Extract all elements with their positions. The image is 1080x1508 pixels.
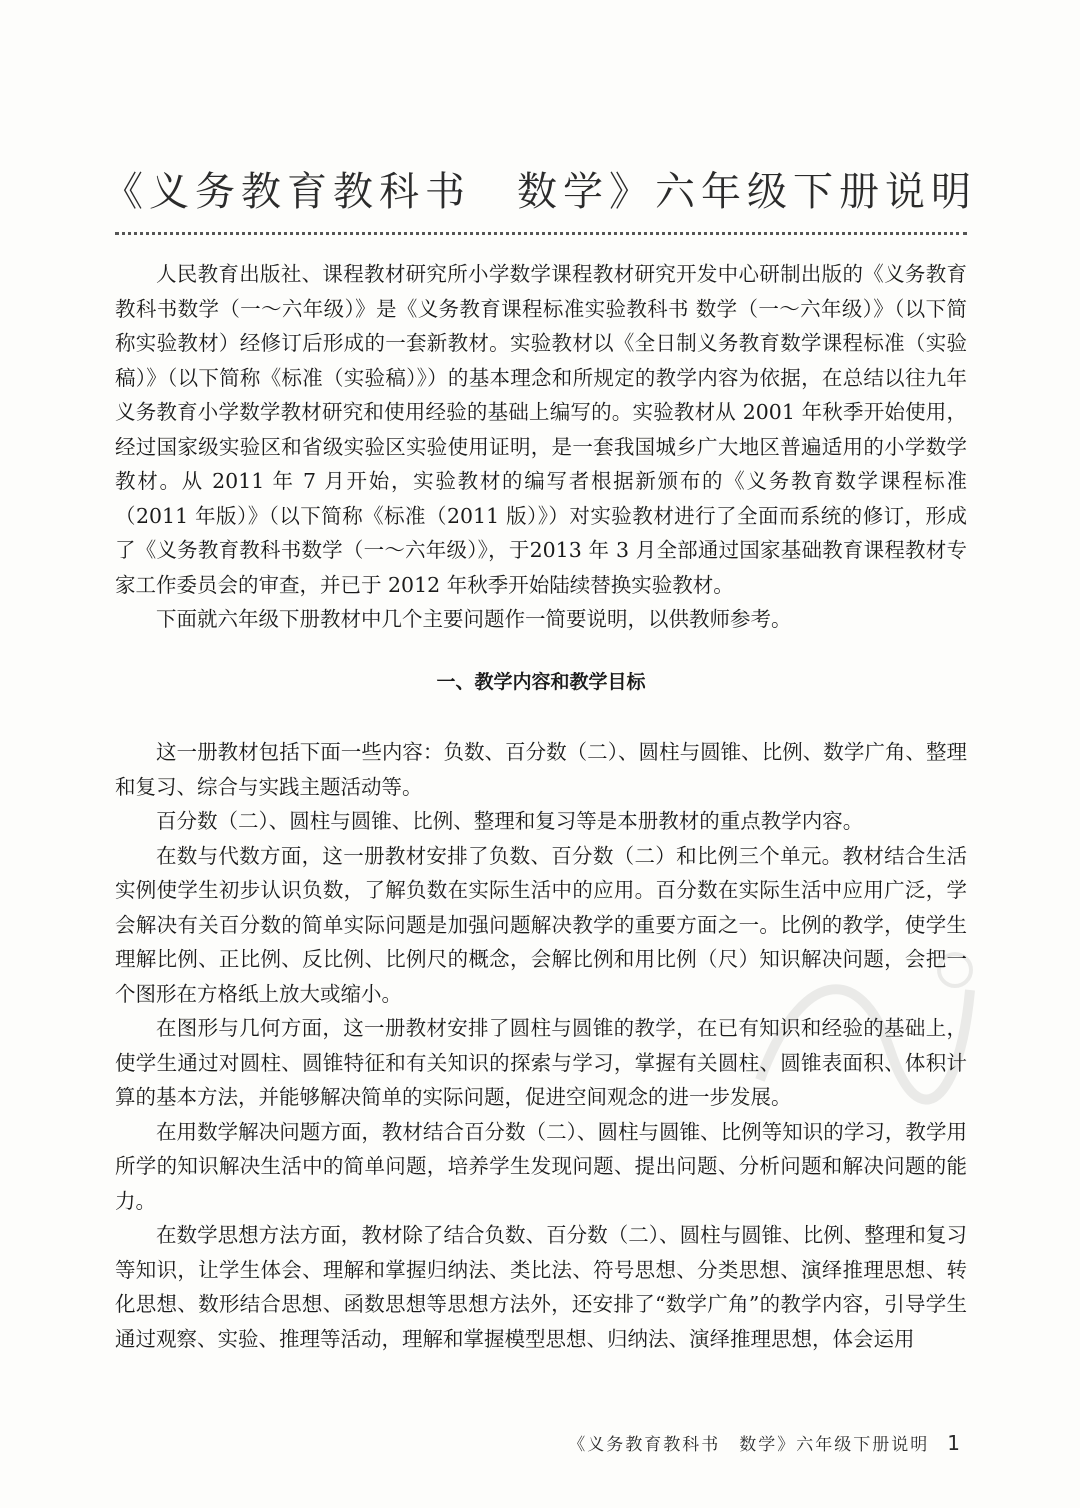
page-number: 1	[947, 1431, 960, 1455]
paragraph: 在数与代数方面，这一册教材安排了负数、百分数（二）和比例三个单元。教材结合生活实例使学生初步认识负数，了解负数在实际生活中的应用。百分数在实际生活中应用广泛，学会解决有关百分数的简单实际问题是加强问题解决教学的重要方面之一。比例的教学，使学生理解比例、正比例、反比例、比例尺的概念，会解比例和用比例（尺）知识解决问题，会把一个图形在方格纸上放大或缩小。	[115, 843, 967, 1006]
paragraph: 人民教育出版社、课程教材研究所小学数学课程教材研究开发中心研制出版的《义务教育教科书数学（一～六年级）》是《义务教育课程标准实验教科书 数学（一～六年级）》（以下简称实验教材）经修订后形成的一套新教材。实验教材以《全日制义务教育数学课程标准（实验稿）》（以下简称《标准（实验稿）》）的基本理念和所规定的教学内容为依据，在总结以往九年义务教育小学数学教材研究和使用经验的基础上编写的。实验教材从 2001 年秋季开始使用，经过国家级实验区和省级实验区实验使用证明，是一套我国城乡广大地区普遍适用的小学数学教材。从 2011 年 7 月开始，实验教材的编写者根据新颁布的《义务教育数学课程标准（2011 年版）》（以下简称《标准（2011 版）》）对实验教材进行了全面而系统的修订，形成了《义务教育教科书数学（一～六年级）》，于2013 年 3 月全部通过国家基础教育课程教材专家工作委员会的审查，并已于 2012 年秋季开始陆续替换实验教材。	[115, 262, 967, 597]
dotted-divider	[115, 232, 967, 235]
paragraph: 百分数（二）、圆柱与圆锥、比例、整理和复习等是本册教材的重点教学内容。	[156, 809, 864, 833]
paragraph: 下面就六年级下册教材中几个主要问题作一简要说明，以供教师参考。	[156, 607, 792, 631]
paragraph: 在数学思想方法方面，教材除了结合负数、百分数（二）、圆柱与圆锥、比例、整理和复习等知识，让学生体会、理解和掌握归纳法、类比法、符号思想、分类思想、演绎推理思想、转化思想、数形结合思想、函数思想等思想方法外，还安排了“数学广角”的教学内容，引导学生通过观察、实验、推理等活动，理解和掌握模型思想、归纳法、演绎推理思想，体会运用	[115, 1223, 967, 1351]
section-heading: 一、教学内容和教学目标	[436, 670, 646, 693]
running-title: 《义务教育教科书 数学》六年级下册说明	[568, 1435, 930, 1455]
page-footer	[568, 1430, 960, 1455]
paragraph: 在用数学解决问题方面，教材结合百分数（二）、圆柱与圆锥、比例等知识的学习，教学用所学的知识解决生活中的简单问题，培养学生发现问题、提出问题、分析问题和解决问题的能力。	[115, 1119, 967, 1213]
paragraph: 这一册教材包括下面一些内容：负数、百分数（二）、圆柱与圆锥、比例、数学广角、整理和复习、综合与实践主题活动等。	[115, 740, 967, 799]
page-title: 《义务教育教科书 数学》六年级下册说明	[103, 169, 977, 215]
paragraph: 在图形与几何方面，这一册教材安排了圆柱与圆锥的教学，在已有知识和经验的基础上，使学生通过对圆柱、圆锥特征和有关知识的探索与学习，掌握有关圆柱、圆锥表面积、体积计算的基本方法，并能够解决简单的实际问题，促进空间观念的进一步发展。	[115, 1016, 967, 1109]
body-text	[115, 257, 967, 1356]
